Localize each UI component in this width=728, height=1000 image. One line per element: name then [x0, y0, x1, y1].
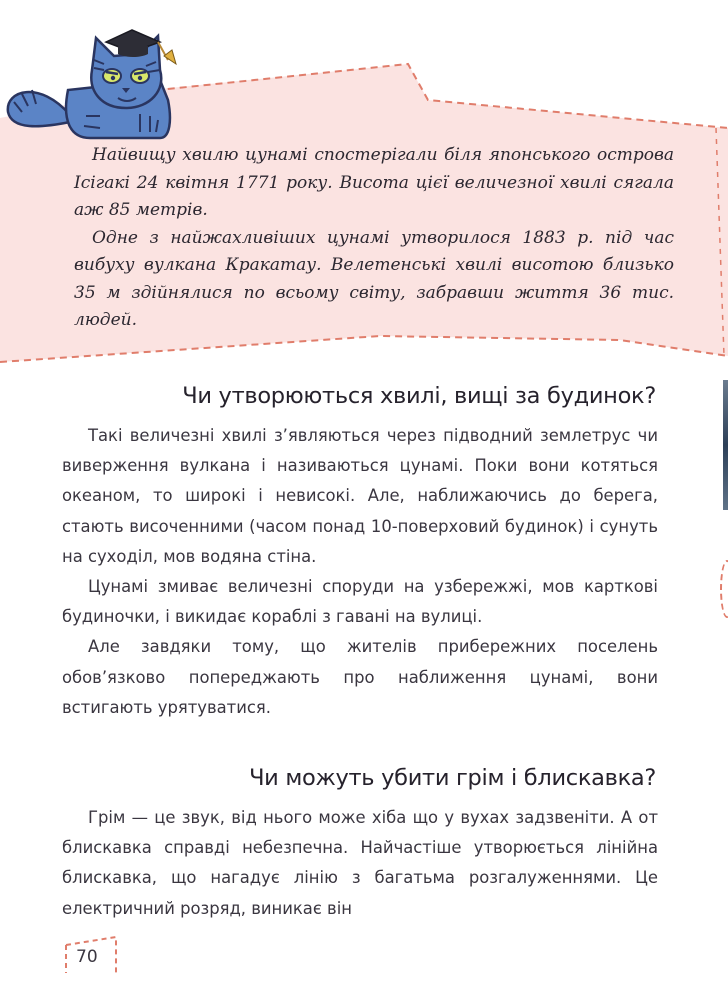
fact-paragraph: Одне з найжахливіших цунамі утворилося 1883 р. під час вибуху вулкана Кракатау. Велетенські хвилі висотою близько 35 м здійнялися по всьому світу, забравши життя 36 тис. людей. — [74, 227, 674, 330]
body-paragraph: Цунамі змиває величезні споруди на узбережжі, мов карткові будиночки, і викидає кораблі з гавані на вулиці. — [62, 577, 658, 627]
page-number-badge — [62, 935, 120, 975]
section-body-waves — [62, 421, 658, 723]
scholar-cat-icon — [0, 20, 200, 150]
fact-paragraph: Найвищу хвилю цунамі спостерігали біля японського острова Ісігакі 24 квітня 1771 року. Висота цієї величезної хвилі сягала аж 85 метрів. — [74, 145, 674, 220]
neighbor-page-decoration — [720, 560, 728, 618]
body-paragraph: Але завдяки тому, що жителів прибережних поселень обов’язково попереджають про наближення цунамі, вони встигають урятуватися. — [62, 637, 658, 717]
section-heading-waves: Чи утворюються хвилі, вищі за будинок? — [182, 383, 656, 409]
section-heading-thunder: Чи можуть убити грім і блискавка? — [249, 765, 656, 791]
body-paragraph: Такі величезні хвилі з’являються через підводний землетрус чи виверження вулкана і називаються цунамі. Поки вони котяться океаном, то широкі і невисокі. Але, наближаючись до берега, стають височенними (часом понад 10-поверховий будинок) і сунуть на суходіл, мов водяна стіна. — [62, 426, 658, 566]
body-paragraph: Грім — це звук, від нього може хіба що у вухах задзвеніти. А от блискавка справді небезпечна. Найчастіше утворюється лінійна блискавка, що нагадує лінію з багатьма розгалуженнями. Це електричний розряд, виникає він — [62, 808, 658, 918]
neighbor-page-image-edge — [723, 380, 728, 510]
section-body-thunder — [62, 803, 658, 924]
page-number: 70 — [76, 947, 98, 967]
fact-box-text — [74, 142, 674, 335]
